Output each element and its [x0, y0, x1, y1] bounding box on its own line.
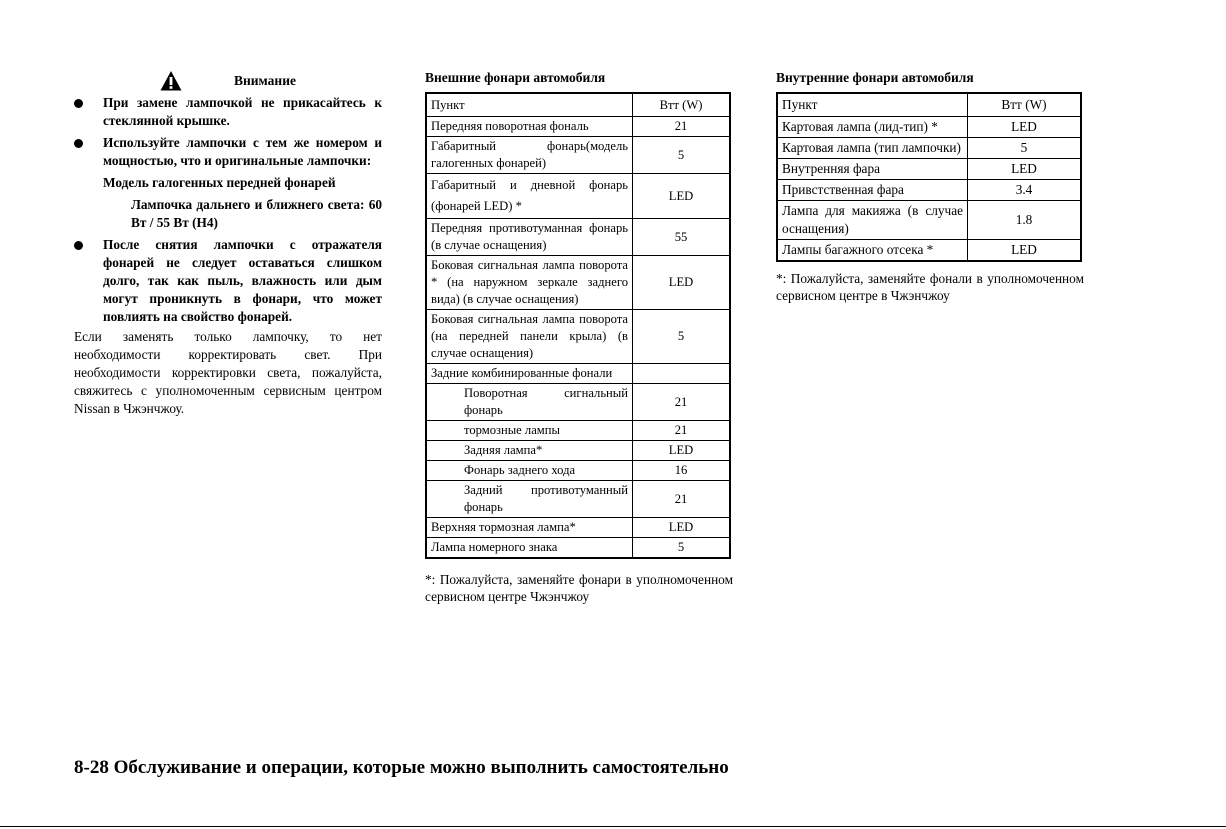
- exterior-lights-column: [425, 68, 733, 605]
- row-item: Верхняя тормозная лампа*: [426, 518, 633, 538]
- row-item: Лампы багажного отсека *: [777, 240, 968, 262]
- interior-lights-column: [776, 68, 1084, 304]
- table-row: [426, 518, 730, 538]
- row-watt: 3.4: [968, 180, 1082, 201]
- row-item: Габаритный и дневной фонарь (фонарей LED) *: [426, 174, 633, 219]
- row-item: Привстственная фара: [777, 180, 968, 201]
- row-item: Боковая сигнальная лампа поворота * (на наружном зеркале заднего вида) (в случае оснащения): [426, 256, 633, 310]
- table-row: [426, 441, 730, 461]
- header-watt: Втт (W): [968, 93, 1082, 117]
- row-item: Лампа номерного знака: [426, 538, 633, 559]
- table-row: [777, 117, 1081, 138]
- interior-footnote: *: Пожалуйста, заменяйте фонали в уполномоченном сервисном центре в Чжэнчжоу: [776, 271, 1084, 303]
- table-row: [426, 538, 730, 559]
- bullet-text: При замене лампочкой не прикасайтесь к стеклянной крышке.: [103, 95, 382, 128]
- warning-bullet-reflector: [74, 236, 382, 326]
- bullet-text: После снятия лампочки с отражателя фонарей не следует оставаться слишком долго, так как пыль, влажность или дым могут проникнуть в фонари, что может повлиять на свойство фонарей.: [103, 237, 382, 324]
- bullet-dot-icon: [74, 99, 83, 108]
- row-item: Задние комбинированные фонали: [426, 364, 633, 384]
- row-item: Задний противотуманный фонарь: [426, 481, 633, 518]
- warning-title: Внимание: [234, 73, 296, 88]
- row-watt: LED: [633, 256, 731, 310]
- header-item: Пункт: [426, 93, 633, 117]
- row-item: Поворотная сигнальный фонарь: [426, 384, 633, 421]
- row-item: тормозные лампы: [426, 421, 633, 441]
- row-watt: 5: [633, 538, 731, 559]
- row-watt: 5: [633, 137, 731, 174]
- row-watt: 5: [968, 138, 1082, 159]
- exterior-lights-table: [425, 92, 731, 559]
- row-watt: 21: [633, 117, 731, 137]
- warning-triangle-icon: [160, 70, 182, 92]
- table-row: [777, 201, 1081, 240]
- model-label: Модель галогенных передней фонарей: [103, 175, 336, 190]
- row-item: Картовая лампа (лид-тип) *: [777, 117, 968, 138]
- page-footer-title: 8-28 Обслуживание и операции, которые можно выполнить самостоятельно: [74, 757, 729, 778]
- adjustment-paragraph: Если заменять только лампочку, то нет необходимости корректировать свет. При необходимости корректировки света, пожалуйста, свяжитесь с уполномоченным сервисным центром Nissan в Чжэнчжоу.: [74, 329, 382, 416]
- exterior-title: Внешние фонари автомобиля: [425, 70, 606, 85]
- row-watt: LED: [968, 159, 1082, 180]
- table-row: [426, 461, 730, 481]
- bullet-text: Используйте лампочки с тем же номером и мощностью, что и оригинальные лампочки:: [103, 135, 382, 168]
- bullet-dot-icon: [74, 241, 83, 250]
- warning-header: [74, 68, 382, 94]
- row-item: Внутренняя фара: [777, 159, 968, 180]
- row-item: Задняя лампа*: [426, 441, 633, 461]
- table-header-row: [777, 93, 1081, 117]
- row-watt: 21: [633, 481, 731, 518]
- row-watt: LED: [633, 174, 731, 219]
- table-row: [777, 240, 1081, 262]
- row-watt: 5: [633, 310, 731, 364]
- row-watt: 21: [633, 421, 731, 441]
- row-watt: [633, 364, 731, 384]
- row-watt: LED: [633, 518, 731, 538]
- warning-bullet-same-bulbs: [74, 134, 382, 170]
- header-watt: Втт (W): [633, 93, 731, 117]
- table-row: [426, 384, 730, 421]
- warning-column: [74, 68, 382, 418]
- table-row: [426, 174, 730, 219]
- bulb-spec: Лампочка дальнего и ближнего света: 60 Вт / 55 Вт (H4): [131, 197, 382, 230]
- table-row: [777, 138, 1081, 159]
- row-watt: 55: [633, 219, 731, 256]
- interior-lights-table: [776, 92, 1082, 262]
- table-row: [426, 310, 730, 364]
- table-row: [426, 421, 730, 441]
- table-row: [426, 117, 730, 137]
- row-item: Боковая сигнальная лампа поворота (на передней панели крыла) (в случае оснащения): [426, 310, 633, 364]
- exterior-footnote: *: Пожалуйста, заменяйте фонари в уполномоченном сервисном центре Чжэнчжоу: [425, 572, 733, 604]
- row-item: Картовая лампа (тип лампочки): [777, 138, 968, 159]
- warning-bullet-glass: [74, 94, 382, 130]
- row-watt: 1.8: [968, 201, 1082, 240]
- table-row: [426, 219, 730, 256]
- row-watt: 21: [633, 384, 731, 421]
- table-row: [426, 256, 730, 310]
- row-watt: LED: [968, 240, 1082, 262]
- interior-title: Внутренние фонари автомобиля: [776, 70, 974, 85]
- row-watt: LED: [633, 441, 731, 461]
- table-header-row: [426, 93, 730, 117]
- row-item: Передняя поворотная фональ: [426, 117, 633, 137]
- row-item: Лампа для макияжа (в случае оснащения): [777, 201, 968, 240]
- row-item: Передняя противотуманная фонарь (в случае оснащения): [426, 219, 633, 256]
- table-row: [777, 180, 1081, 201]
- table-row: [426, 137, 730, 174]
- row-watt: 16: [633, 461, 731, 481]
- header-item: Пункт: [777, 93, 968, 117]
- table-row: [426, 481, 730, 518]
- row-item: Фонарь заднего хода: [426, 461, 633, 481]
- bottom-divider: [0, 826, 1226, 827]
- row-item: Габаритный фонарь(модель галогенных фонарей): [426, 137, 633, 174]
- bullet-dot-icon: [74, 139, 83, 148]
- table-row: [426, 364, 730, 384]
- row-watt: LED: [968, 117, 1082, 138]
- table-row: [777, 159, 1081, 180]
